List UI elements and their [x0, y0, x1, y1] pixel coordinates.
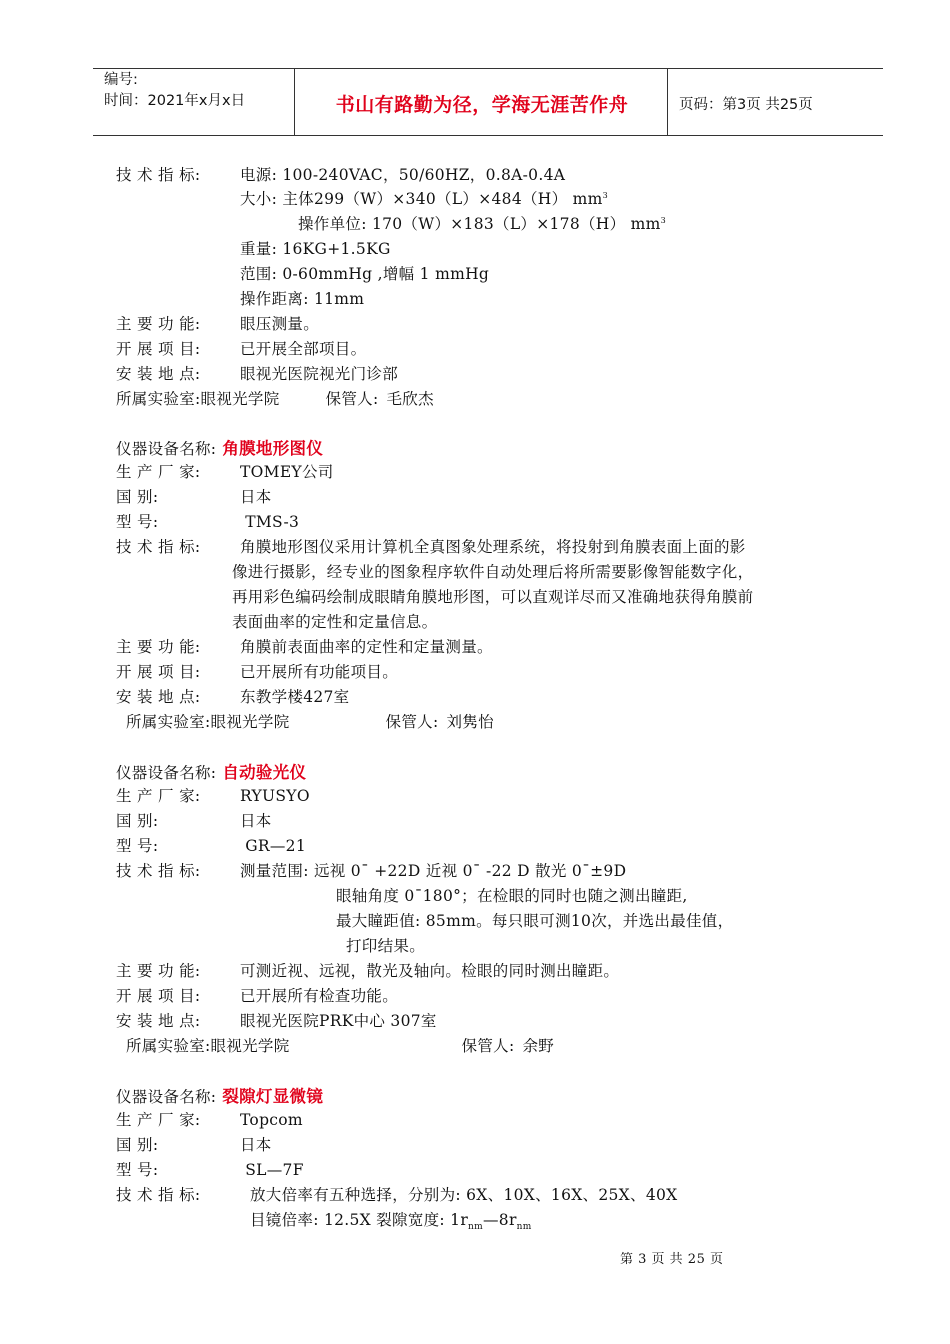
- b2-country: 日本: [240, 488, 272, 506]
- b3-func-line: [116, 959, 619, 981]
- header-code-label: 编号:: [104, 72, 138, 88]
- b1-proj-line: [116, 337, 366, 359]
- b1-keeper-label: 保管人:: [325, 390, 379, 408]
- b3-country-label: 国 别:: [116, 812, 159, 830]
- b3-name-label: 仪器设备名称:: [116, 764, 217, 782]
- b1-size-op-sup: 3: [660, 215, 667, 225]
- b1-func-line: [116, 312, 319, 334]
- b2-maker: TOMEY公司: [240, 463, 334, 481]
- b2-proj-line: [116, 660, 398, 682]
- b2-tech-text-0: 角膜地形图仪采用计算机全真图象处理系统，将投射到角膜表面上面的影: [240, 538, 746, 556]
- b2-country-line: [116, 485, 272, 507]
- b1-proj-label: 开 展 项 目:: [116, 340, 201, 358]
- b3-lab-label: 所属实验室:: [126, 1037, 211, 1055]
- b4-tech-line-1: [250, 1208, 532, 1233]
- b3-tech-line-1: 眼轴角度 0¯180°；在检眼的同时也随之测出瞳距,: [336, 887, 688, 905]
- b2-tech-line-0: [116, 535, 746, 557]
- b4-name-label: 仪器设备名称:: [116, 1088, 217, 1106]
- b2-tech-line-2: 再用彩色编码绘制成眼睛角膜地形图，可以直观详尽而又准确地获得角膜前: [232, 588, 754, 606]
- b1-size-op: 操作单位: 170（W）×183（L）×178（H） mm: [298, 215, 661, 233]
- b2-maker-label: 生 产 厂 家:: [116, 463, 201, 481]
- b3-tech-text-0: 测量范围: 远视 0¯ +22D 近视 0¯ -22 D 散光 0¯±9D: [240, 862, 627, 880]
- b1-range: 范围: 0-60mmHg ,增幅 1 mmHg: [240, 265, 490, 283]
- b4-tech-text-1a: 目镜倍率: 12.5X 裂隙宽度: 1r: [250, 1211, 469, 1229]
- b2-loc-line: [116, 685, 350, 707]
- b3-maker-label: 生 产 厂 家:: [116, 787, 201, 805]
- b2-lab-line: [126, 710, 494, 732]
- header-bottom-rule: [93, 135, 883, 136]
- b4-country-label: 国 别:: [116, 1136, 159, 1154]
- b2-model: TMS-3: [240, 513, 300, 531]
- b2-loc: 东教学楼427室: [240, 688, 350, 706]
- b2-proj: 已开展所有功能项目。: [240, 663, 399, 681]
- b1-loc: 眼视光医院视光门诊部: [240, 365, 399, 383]
- header-divider-left: [294, 68, 295, 136]
- b1-size-main-line: [240, 187, 608, 209]
- b4-maker-label: 生 产 厂 家:: [116, 1111, 201, 1129]
- b1-lab-label: 所属实验室:: [116, 390, 201, 408]
- b2-model-line: [116, 510, 299, 532]
- b3-country-line: [116, 809, 272, 831]
- b2-tech-line-3: 表面曲率的定性和定量信息。: [232, 613, 438, 631]
- b3-func-label: 主 要 功 能:: [116, 962, 201, 980]
- b4-model: SL—7F: [240, 1161, 304, 1179]
- b4-tech-line-0: [116, 1183, 677, 1205]
- b2-maker-line: [116, 460, 334, 482]
- b4-model-label: 型 号:: [116, 1161, 159, 1179]
- b1-distance: 操作距离: 11mm: [240, 290, 365, 308]
- b4-tech-sub-1: nm: [468, 1222, 483, 1233]
- b2-name-line: [116, 435, 323, 459]
- b1-loc-label: 安 装 地 点:: [116, 365, 201, 383]
- b2-keeper-label: 保管人:: [385, 713, 439, 731]
- b4-country: 日本: [240, 1136, 272, 1154]
- b2-model-label: 型 号:: [116, 513, 159, 531]
- b1-func: 眼压测量。: [240, 315, 320, 333]
- b3-loc: 眼视光医院PRK中心 307室: [240, 1012, 437, 1030]
- b3-model: GR—21: [240, 837, 307, 855]
- b4-device-name: 裂隙灯显微镜: [222, 1087, 324, 1106]
- b3-tech-line-2: 最大瞳距值: 85mm。每只眼可测10次，并选出最佳值，: [336, 912, 734, 930]
- b3-loc-label: 安 装 地 点:: [116, 1012, 201, 1030]
- b4-model-line: [116, 1158, 304, 1180]
- b1-loc-line: [116, 362, 398, 384]
- b4-tech-text-1b: —8r: [482, 1211, 517, 1229]
- page-footer: 第 3 页 共 25 页: [620, 1252, 724, 1267]
- b2-func-label: 主 要 功 能:: [116, 638, 201, 656]
- b4-maker: Topcom: [240, 1111, 303, 1129]
- b1-power: 电源: 100-240VAC，50/60HZ，0.8A-0.4A: [240, 166, 566, 184]
- b3-model-label: 型 号:: [116, 837, 159, 855]
- header-motto: 书山有路勤为径，学海无涯苦作舟: [335, 94, 629, 116]
- b3-proj: 已开展所有检查功能。: [240, 987, 399, 1005]
- b2-device-name: 角膜地形图仪: [222, 439, 324, 458]
- b3-proj-label: 开 展 项 目:: [116, 987, 201, 1005]
- b1-proj: 已开展全部项目。: [240, 340, 367, 358]
- header-page-label: 页码：第3页 共25页: [679, 97, 813, 113]
- b3-tech-line-0: [116, 859, 626, 881]
- b2-tech-line-1: 像进行摄影，经专业的图象程序软件自动处理后将所需要影像智能数字化，: [232, 563, 754, 581]
- b2-proj-label: 开 展 项 目:: [116, 663, 201, 681]
- header-time-label: 时间：2021年x月x日: [104, 93, 246, 109]
- b3-country: 日本: [240, 812, 272, 830]
- b3-maker-line: [116, 784, 310, 806]
- b4-country-line: [116, 1133, 272, 1155]
- b4-name-line: [116, 1083, 323, 1107]
- b1-size-main: 大小: 主体299（W）×340（L）×484（H） mm: [240, 190, 603, 208]
- b3-loc-line: [116, 1009, 437, 1031]
- b3-func: 可测近视、远视，散光及轴向。检眼的同时测出瞳距。: [240, 962, 620, 980]
- b1-lab-line: [116, 387, 434, 409]
- header-meta: [104, 70, 245, 112]
- b4-tech-text-0: 放大倍率有五种选择，分别为: 6X、10X、16X、25X、40X: [250, 1186, 678, 1204]
- b3-lab: 眼视光学院: [210, 1037, 290, 1055]
- b3-keeper-label: 保管人:: [461, 1037, 515, 1055]
- b2-lab-label: 所属实验室:: [126, 713, 211, 731]
- b1-func-label: 主 要 功 能:: [116, 315, 201, 333]
- b3-name-line: [116, 759, 306, 783]
- b1-keeper: 毛欣杰: [386, 390, 434, 408]
- b4-tech-label: 技 术 指 标:: [116, 1186, 201, 1204]
- b1-tech-label: 技 术 指 标:: [116, 166, 201, 184]
- b3-device-name: 自动验光仪: [222, 763, 307, 782]
- b3-lab-line: [126, 1034, 554, 1056]
- header-top-rule: [93, 68, 883, 69]
- b1-size-main-sup: 3: [602, 190, 609, 200]
- b2-loc-label: 安 装 地 点:: [116, 688, 201, 706]
- b1-lab: 眼视光学院: [200, 390, 280, 408]
- b2-keeper: 刘隽怡: [446, 713, 494, 731]
- b4-maker-line: [116, 1108, 303, 1130]
- b3-model-line: [116, 834, 306, 856]
- b2-lab: 眼视光学院: [210, 713, 290, 731]
- b2-tech-label: 技 术 指 标:: [116, 538, 201, 556]
- b1-weight: 重量: 16KG+1.5KG: [240, 240, 391, 258]
- b3-tech-label: 技 术 指 标:: [116, 862, 201, 880]
- b1-tech-line: [116, 163, 565, 185]
- b3-maker: RYUSYO: [240, 787, 310, 805]
- b2-name-label: 仪器设备名称:: [116, 440, 217, 458]
- b3-keeper: 余野: [522, 1037, 555, 1055]
- b4-tech-sub-2: nm: [516, 1222, 532, 1233]
- b2-func-line: [116, 635, 493, 657]
- b2-country-label: 国 别:: [116, 488, 159, 506]
- b3-proj-line: [116, 984, 398, 1006]
- b1-size-op-line: [298, 212, 666, 234]
- b2-func: 角膜前表面曲率的定性和定量测量。: [240, 638, 493, 656]
- b3-tech-line-3: 打印结果。: [346, 937, 426, 955]
